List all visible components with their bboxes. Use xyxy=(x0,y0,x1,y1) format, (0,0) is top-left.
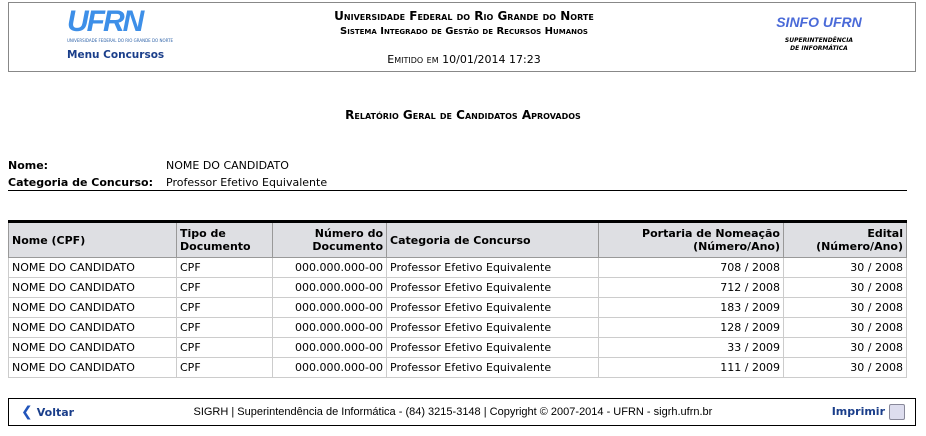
cell-category: Professor Efetivo Equivalente xyxy=(387,258,599,278)
candidate-info xyxy=(8,157,327,191)
chevron-left-icon: ❮ xyxy=(21,404,33,420)
cell-category: Professor Efetivo Equivalente xyxy=(387,338,599,358)
cell-doc-type: CPF xyxy=(177,258,273,278)
emission-date: Emitido em 10/01/2014 17:23 xyxy=(387,53,541,66)
divider xyxy=(8,190,907,191)
cell-doc-number: 000.000.000-00 xyxy=(273,318,387,338)
table-row xyxy=(9,278,907,298)
cell-name: NOME DO CANDIDATO xyxy=(9,258,177,278)
cell-portaria: 33 / 2009 xyxy=(599,338,784,358)
cell-doc-type: CPF xyxy=(177,338,273,358)
col-doc-number: Número do Documento xyxy=(273,222,387,258)
name-value: NOME DO CANDIDATO xyxy=(166,159,289,172)
print-button[interactable]: Imprimir xyxy=(832,404,905,420)
cell-portaria: 111 / 2009 xyxy=(599,358,784,378)
table-row xyxy=(9,258,907,278)
cell-doc-number: 000.000.000-00 xyxy=(273,258,387,278)
back-button[interactable]: ❮ Voltar xyxy=(21,404,75,420)
cell-doc-number: 000.000.000-00 xyxy=(273,298,387,318)
cell-edital: 30 / 2008 xyxy=(784,298,907,318)
cell-doc-type: CPF xyxy=(177,318,273,338)
cell-name: NOME DO CANDIDATO xyxy=(9,358,177,378)
cell-edital: 30 / 2008 xyxy=(784,338,907,358)
cell-portaria: 708 / 2008 xyxy=(599,258,784,278)
report-title: Relatório Geral de Candidatos Aprovados xyxy=(345,108,581,122)
report-header xyxy=(8,2,916,72)
cell-name: NOME DO CANDIDATO xyxy=(9,338,177,358)
results-table xyxy=(8,220,907,378)
printer-icon xyxy=(889,404,905,420)
table-row xyxy=(9,318,907,338)
col-category: Categoria de Concurso xyxy=(387,222,599,258)
cell-doc-type: CPF xyxy=(177,278,273,298)
cell-category: Professor Efetivo Equivalente xyxy=(387,318,599,338)
table-row xyxy=(9,298,907,318)
col-portaria: Portaria de Nomeação (Número/Ano) xyxy=(599,222,784,258)
menu-concursos-link[interactable]: Menu Concursos xyxy=(67,49,165,61)
footer xyxy=(8,398,916,426)
col-name: Nome (CPF) xyxy=(9,222,177,258)
cell-doc-number: 000.000.000-00 xyxy=(273,338,387,358)
col-edital: Edital (Número/Ano) xyxy=(784,222,907,258)
cell-category: Professor Efetivo Equivalente xyxy=(387,278,599,298)
ufrn-logo: UFRN UNIVERSIDADE FEDERAL DO RIO GRANDE DO NORTE xyxy=(67,5,174,43)
cell-category: Professor Efetivo Equivalente xyxy=(387,298,599,318)
category-label: Categoria de Concurso: xyxy=(8,176,153,189)
cell-edital: 30 / 2008 xyxy=(784,318,907,338)
cell-name: NOME DO CANDIDATO xyxy=(9,318,177,338)
table-row xyxy=(9,338,907,358)
university-name: Universidade Federal do Rio Grande do Norte xyxy=(334,9,594,23)
cell-portaria: 128 / 2009 xyxy=(599,318,784,338)
cell-category: Professor Efetivo Equivalente xyxy=(387,358,599,378)
sinfo-logo: SINFO UFRN SUPERINTENDÊNCIA DE INFORMÁTICA xyxy=(776,14,862,52)
name-label: Nome: xyxy=(8,159,49,172)
system-name: Sistema Integrado de Gestão de Recursos Humanos xyxy=(340,26,588,37)
cell-doc-type: CPF xyxy=(177,298,273,318)
cell-edital: 30 / 2008 xyxy=(784,258,907,278)
cell-name: NOME DO CANDIDATO xyxy=(9,298,177,318)
cell-edital: 30 / 2008 xyxy=(784,358,907,378)
cell-doc-type: CPF xyxy=(177,358,273,378)
cell-edital: 30 / 2008 xyxy=(784,278,907,298)
cell-portaria: 712 / 2008 xyxy=(599,278,784,298)
cell-doc-number: 000.000.000-00 xyxy=(273,358,387,378)
table-row xyxy=(9,358,907,378)
cell-portaria: 183 / 2009 xyxy=(599,298,784,318)
cell-name: NOME DO CANDIDATO xyxy=(9,278,177,298)
cell-doc-number: 000.000.000-00 xyxy=(273,278,387,298)
col-doc-type: Tipo de Documento xyxy=(177,222,273,258)
category-value: Professor Efetivo Equivalente xyxy=(166,176,328,189)
copyright-text: SIGRH | Superintendência de Informática - (84) 3215-3148 | Copyright © 2007-2014 - UFRN - sigrh.ufrn.br xyxy=(193,406,713,418)
